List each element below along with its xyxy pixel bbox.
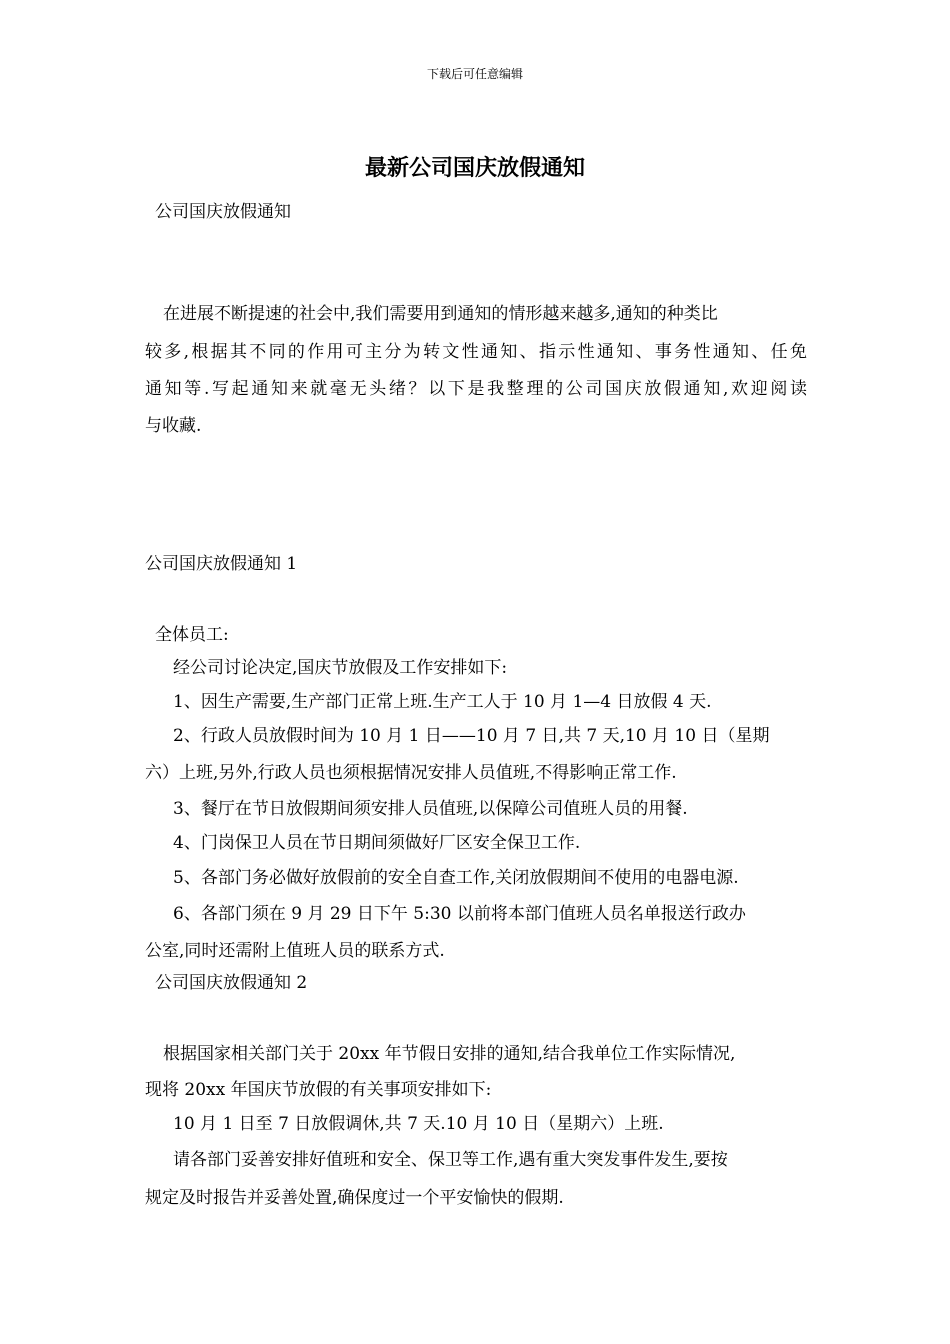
notice-1-item-3: 3、餐厅在节日放假期间须安排人员值班,以保障公司值班人员的用餐. [173, 799, 688, 819]
notice-1-item-5: 5、各部门务必做好放假前的安全自查工作,关闭放假期间不使用的电器电源. [173, 868, 739, 888]
notice-1-item-2-cont: 六）上班,另外,行政人员也须根据情况安排人员值班,不得影响正常工作. [145, 763, 677, 783]
notice-1-heading: 公司国庆放假通知 1 [145, 554, 298, 574]
intro-line: 与收藏. [145, 416, 202, 436]
notice-1-item-6-cont: 公室,同时还需附上值班人员的联系方式. [145, 941, 445, 961]
intro-line: 较多,根据其不同的作用可主分为转文性通知、指示性通知、事务性通知、任免 [145, 342, 807, 362]
document-subtitle: 公司国庆放假通知 [155, 202, 291, 222]
notice-2-heading: 公司国庆放假通知 2 [155, 973, 308, 993]
intro-line: 通知等.写起通知来就毫无头绪？以下是我整理的公司国庆放假通知,欢迎阅读 [145, 379, 807, 399]
notice-2-para-3-cont: 规定及时报告并妥善处置,确保度过一个平安愉快的假期. [145, 1188, 564, 1208]
notice-1-greeting: 全体员工: [155, 625, 229, 645]
page-header-note: 下载后可任意编辑 [426, 67, 523, 81]
notice-1-item-6: 6、各部门须在 9 月 29 日下午 5:30 以前将本部门值班人员名单报送行政办 [173, 904, 746, 924]
intro-line: 在进展不断提速的社会中,我们需要用到通知的情形越来越多,通知的种类比 [163, 304, 718, 324]
notice-2-para-3: 请各部门妥善安排好值班和安全、保卫等工作,遇有重大突发事件发生,要按 [173, 1150, 728, 1170]
document-title: 最新公司国庆放假通知 [364, 155, 585, 181]
notice-1-item-2: 2、行政人员放假时间为 10 月 1 日——10 月 7 日,共 7 天,10 月 10 日（星期 [173, 726, 770, 746]
notice-1-lead: 经公司讨论决定,国庆节放假及工作安排如下: [173, 658, 508, 678]
notice-2-para-1: 根据国家相关部门关于 20xx 年节假日安排的通知,结合我单位工作实际情况, [163, 1044, 736, 1064]
notice-1-item-4: 4、门岗保卫人员在节日期间须做好厂区安全保卫工作. [173, 833, 581, 853]
notice-2-para-1-cont: 现将 20xx 年国庆节放假的有关事项安排如下: [145, 1080, 492, 1100]
notice-2-para-2: 10 月 1 日至 7 日放假调休,共 7 天.10 月 10 日（星期六）上班. [173, 1114, 664, 1134]
notice-1-item-1: 1、因生产需要,生产部门正常上班.生产工人于 10 月 1—4 日放假 4 天. [173, 692, 712, 712]
